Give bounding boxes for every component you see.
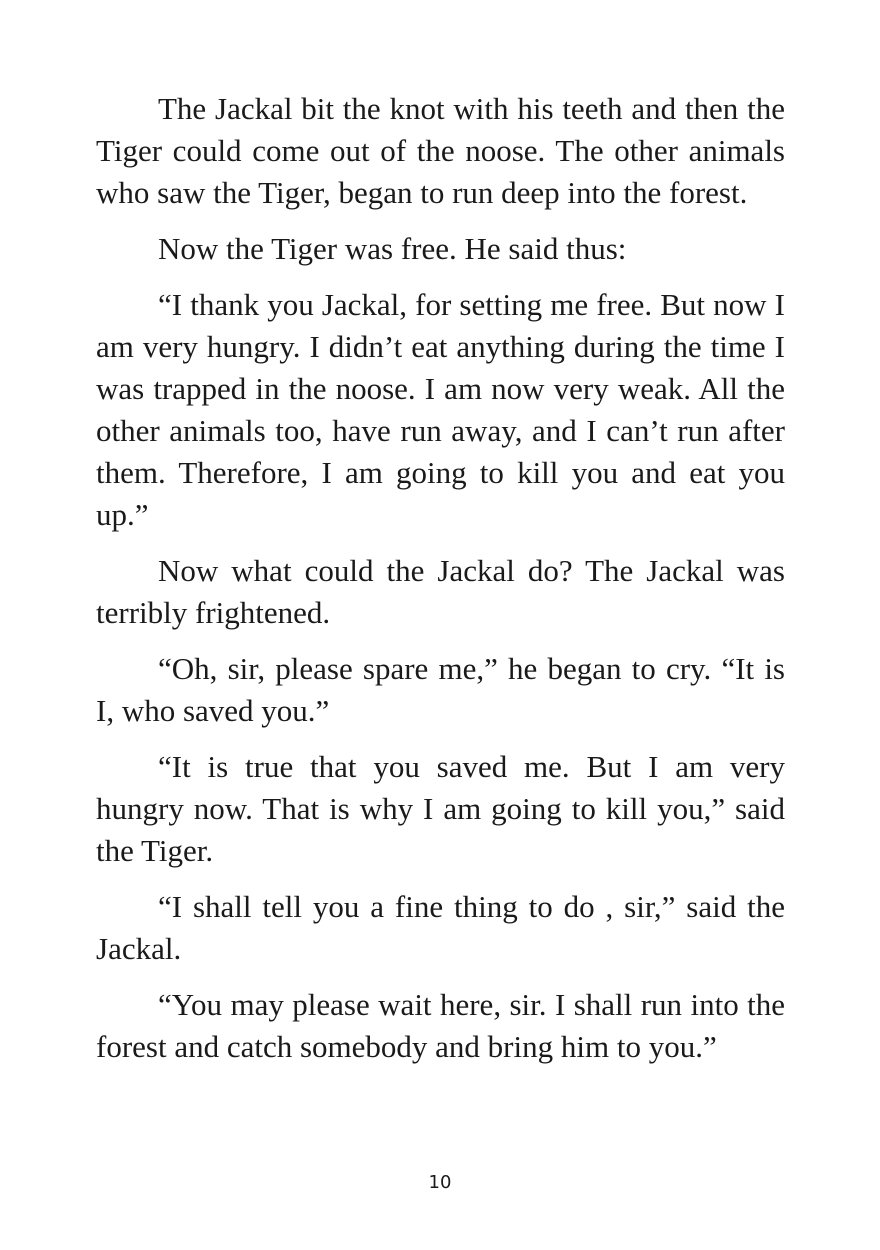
paragraph: Now what could the Jackal do? The Jackal was terribly frightened. (96, 553, 785, 630)
paragraph: “It is true that you saved me. But I am very hungry now. That is why I am going to kill you,” said the Tiger. (96, 749, 785, 868)
paragraph: “I thank you Jackal, for setting me free. But now I am very hungry. I didn’t eat anything during the time I was trapped in the noose. I am now very weak. All the other animals too, have run away, and I can’t run after them. Therefore, I am going to kill you and eat you up.” (96, 287, 785, 532)
page-body (96, 88, 785, 1082)
paragraph: “Oh, sir, please spare me,” he began to cry. “It is I, who saved you.” (96, 651, 785, 728)
paragraph: “I shall tell you a fine thing to do , sir,” said the Jackal. (96, 889, 785, 966)
paragraph: Now the Tiger was free. He said thus: (158, 231, 627, 266)
paragraph: “You may please wait here, sir. I shall run into the forest and catch somebody and bring him to you.” (96, 987, 785, 1064)
page-number: 10 (428, 1172, 452, 1193)
paragraph: The Jackal bit the knot with his teeth and then the Tiger could come out of the noose. The other animals who saw the Tiger, began to run deep into the forest. (96, 91, 785, 210)
